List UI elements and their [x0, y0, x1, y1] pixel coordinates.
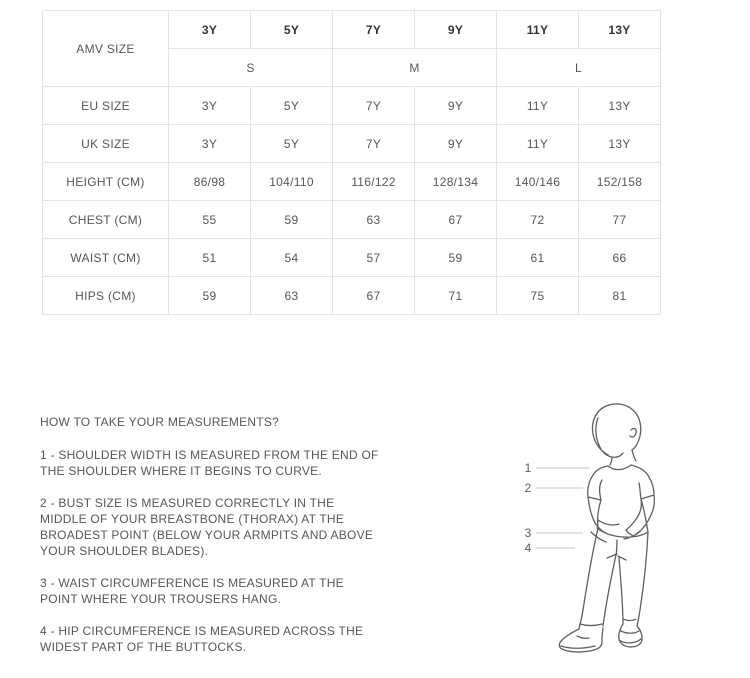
size-value-cell: 55: [169, 201, 251, 239]
size-column-header: 13Y: [579, 11, 661, 49]
size-value-cell: 51: [169, 239, 251, 277]
size-value-cell: 11Y: [497, 87, 579, 125]
measurement-instructions: [40, 414, 380, 671]
size-value-cell: 67: [333, 277, 415, 315]
child-drawing: [559, 404, 654, 652]
table-row: [43, 125, 661, 163]
size-column-header: 9Y: [415, 11, 497, 49]
instruction-step-3: 3 - WAIST CIRCUMFERENCE IS MEASURED AT THE POINT WHERE YOUR TROUSERS HANG.: [40, 576, 344, 606]
size-group-cell: S: [169, 49, 333, 87]
size-value-cell: 11Y: [497, 125, 579, 163]
size-group-cell: L: [497, 49, 661, 87]
table-row: [43, 201, 661, 239]
size-value-cell: 54: [251, 239, 333, 277]
size-value-cell: 63: [251, 277, 333, 315]
size-value-cell: 71: [415, 277, 497, 315]
size-group-cell: M: [333, 49, 497, 87]
size-value-cell: 3Y: [169, 87, 251, 125]
size-value-cell: 128/134: [415, 163, 497, 201]
table-row: [43, 163, 661, 201]
figure-label-2: 2: [524, 481, 532, 495]
size-value-cell: 116/122: [333, 163, 415, 201]
instruction-step-4: 4 - HIP CIRCUMFERENCE IS MEASURED ACROSS THE WIDEST PART OF THE BUTTOCKS.: [40, 624, 364, 654]
size-column-header: 5Y: [251, 11, 333, 49]
size-value-cell: 57: [333, 239, 415, 277]
measurement-figure: [505, 388, 740, 673]
figure-label-1: 1: [524, 461, 532, 475]
row-label: WAIST (CM): [43, 239, 169, 277]
size-column-header: 3Y: [169, 11, 251, 49]
figure-label-3: 3: [524, 526, 532, 540]
size-value-cell: 61: [497, 239, 579, 277]
instruction-step-2: 2 - BUST SIZE IS MEASURED CORRECTLY IN THE MIDDLE OF YOUR BREASTBONE (THORAX) AT THE BROADEST POINT (BELOW YOUR ARMPITS AND ABOVE YOUR SHOULDER BLADES).: [40, 496, 374, 558]
row-label: EU SIZE: [43, 87, 169, 125]
size-value-cell: 9Y: [415, 87, 497, 125]
figure-label-4: 4: [524, 541, 532, 555]
size-value-cell: 152/158: [579, 163, 661, 201]
row-label: HEIGHT (CM): [43, 163, 169, 201]
size-value-cell: 86/98: [169, 163, 251, 201]
table-row: [43, 277, 661, 315]
table-row: [43, 239, 661, 277]
size-value-cell: 13Y: [579, 87, 661, 125]
size-value-cell: 9Y: [415, 125, 497, 163]
size-value-cell: 5Y: [251, 125, 333, 163]
size-value-cell: 75: [497, 277, 579, 315]
table-row: [43, 87, 661, 125]
size-table: [42, 10, 661, 315]
size-value-cell: 59: [169, 277, 251, 315]
table-corner-label: AMV SIZE: [43, 11, 169, 87]
row-label: CHEST (CM): [43, 201, 169, 239]
size-column-header: 11Y: [497, 11, 579, 49]
size-value-cell: 140/146: [497, 163, 579, 201]
size-value-cell: 5Y: [251, 87, 333, 125]
size-value-cell: 59: [251, 201, 333, 239]
size-value-cell: 3Y: [169, 125, 251, 163]
size-column-header: 7Y: [333, 11, 415, 49]
row-label: UK SIZE: [43, 125, 169, 163]
size-value-cell: 66: [579, 239, 661, 277]
table-row-header: [43, 11, 661, 49]
size-value-cell: 7Y: [333, 125, 415, 163]
leader-lines: [536, 468, 590, 548]
size-value-cell: 13Y: [579, 125, 661, 163]
size-value-cell: 7Y: [333, 87, 415, 125]
size-value-cell: 77: [579, 201, 661, 239]
size-value-cell: 59: [415, 239, 497, 277]
size-value-cell: 104/110: [251, 163, 333, 201]
size-value-cell: 81: [579, 277, 661, 315]
size-value-cell: 67: [415, 201, 497, 239]
size-value-cell: 63: [333, 201, 415, 239]
row-label: HIPS (CM): [43, 277, 169, 315]
instructions-title: HOW TO TAKE YOUR MEASUREMENTS?: [40, 415, 280, 429]
instruction-step-1: 1 - SHOULDER WIDTH IS MEASURED FROM THE END OF THE SHOULDER WHERE IT BEGINS TO CURVE.: [40, 448, 379, 478]
size-value-cell: 72: [497, 201, 579, 239]
